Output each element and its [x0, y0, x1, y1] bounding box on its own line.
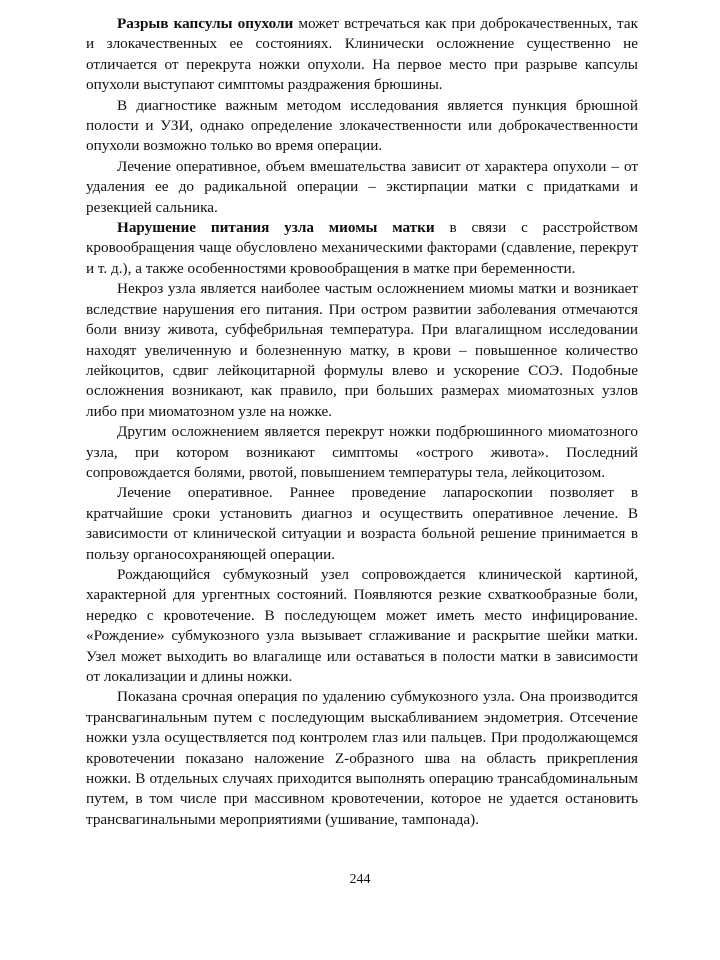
paragraph-treatment-surgery [86, 157, 638, 218]
heading-node-nutrition: Нарушение питания узла миомы матки [117, 219, 435, 237]
paragraph-text: Показана срочная операция по удалению субмукозного узла. Она производится трансвагинальным путем с последующим выскабливанием эндометрия. Отсечение ножки узла осуществляется под контролем глаз или пальцев. При продолжающемся кровотечении показано наложение Z-образного шва на область прикрепления ножки. В отдельных случаях приходится выполнять операцию трансабдоминальным путем, в том числе при массивном кровотечении, которое не удается остановить трансвагинальными мероприятиями (ушивание, тампонада). [86, 688, 638, 828]
paragraph-text: Лечение оперативное, объем вмешательства зависит от характера опухоли – от удаления ее до радикальной операции – экстирпации матки с придатками и резекцией сальника. [86, 157, 638, 216]
paragraph-text: Рождающийся субмукозный узел сопровождается клинической картиной, характерной для ургентных состояний. Появляются резкие схваткообразные боли, нередко с кровотечение. В последующем может иметь место инфицирование. «Рождение» субмукозного узла вызывает сглаживание и раскрытие шейки матки. Узел может выходить во влагалище или оставаться в полости матки в зависимости от локализации и длины ножки. [86, 565, 638, 685]
paragraph-text: Лечение оперативное. Раннее проведение лапароскопии позволяет в кратчайшие сроки установить диагноз и осуществить оперативное лечение. В зависимости от клинической ситуации и возраста больной решение принимается в пользу органосохраняющей операции. [86, 484, 638, 563]
paragraph-diagnostics [86, 96, 638, 157]
page-text-body [86, 14, 638, 830]
paragraph-urgent-operation [86, 687, 638, 830]
paragraph-capsule-rupture [86, 14, 638, 96]
page-number: 244 [349, 872, 371, 887]
heading-capsule-rupture: Разрыв капсулы опухоли [117, 15, 294, 32]
paragraph-text: может встречаться как при доброкачественных, так и злокачественных ее состояниях. Клинически осложнение существенно не отличается от перекрута ножки опухоли. На первое место при разрыве капсулы опухоли выступают симптомы раздражения брюшины. [86, 15, 638, 94]
paragraph-text: Другим осложнением является перекрут ножки подбрюшинного миоматозного узла, при котором возникают симптомы «острого живота». Последний сопровождается болями, рвотой, повышением температуры тела, лейкоцитозом. [86, 423, 638, 481]
paragraph-text: В диагностике важным методом исследования является пункция брюшной полости и УЗИ, однако определение злокачественности или доброкачественности опухоли возможно только во время операции. [86, 96, 638, 155]
paragraph-text: Некроз узла является наиболее частым осложнением миомы матки и возникает вследствие нарушения его питания. При остром развитии заболевания отмечаются боли внизу живота, субфебрильная температура. При влагалищном исследовании находят увеличенную и болезненную матку, в крови – повышенное количество лейкоцитов, сдвиг лейкоцитарной формулы влево и ускорение СОЭ. Подобные осложнения возникают, как правило, при больших размерах миоматозных узлов либо при миоматозном узле на ножке. [86, 280, 638, 420]
paragraph-submucous-node [86, 565, 638, 687]
paragraph-node-nutrition [86, 218, 638, 279]
paragraph-necrosis [86, 279, 638, 422]
paragraph-laparoscopy [86, 483, 638, 565]
paragraph-torsion [86, 422, 638, 483]
paragraph-text: в связи с расстройством кровообращения чаще обусловлено механическими факторами (сдавление, перекрут и т. д.), а также особенностями кровообращения в матке при беременности. [86, 219, 638, 277]
